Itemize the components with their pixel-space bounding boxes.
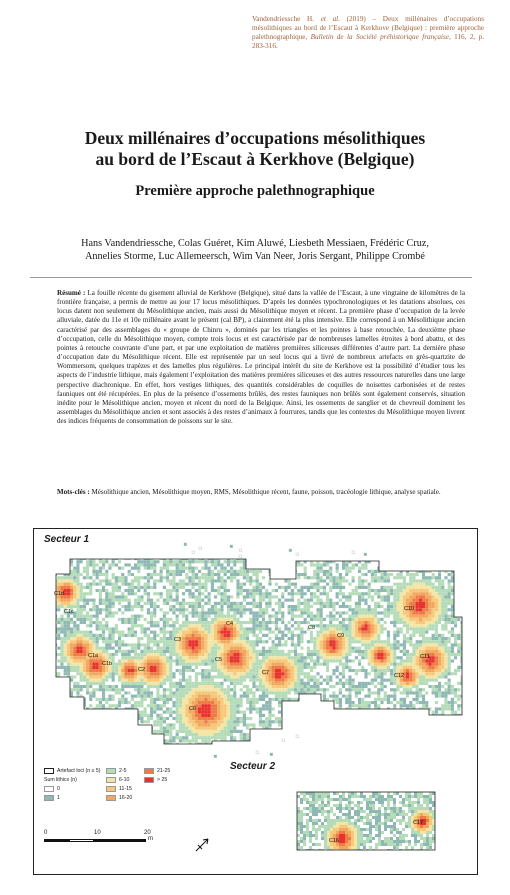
legend-class-16-20: 16-20 (106, 795, 132, 801)
legend-class-1: 1 (44, 795, 60, 801)
legend-class-gt-25: > 25 (144, 777, 167, 783)
abstract (57, 289, 465, 426)
divider (30, 277, 472, 278)
sector-2-label: Secteur 2 (230, 761, 276, 772)
scale-unit: m (148, 836, 153, 842)
map-legend (44, 762, 214, 832)
keywords-text: Mésolithique ancien, Mésolithique moyen, RMS, Mésolithique récent, faune, poisson, tracéologie lithique, analyse spatiale. (89, 488, 441, 496)
legend-class-6-10: 6-10 (106, 777, 129, 783)
authors-line-2: Annelies Storme, Luc Allemeersch, Wim Van Neer, Joris Sergant, Philippe Crombé (85, 251, 425, 262)
legend-class-2-5: 2-5 (106, 768, 127, 774)
subtitle: Première approche palethnographique (135, 183, 375, 199)
scale-tick-10: 10 (94, 830, 101, 836)
legend-artefact-loci: Artefact loci (n ≥ 5) (44, 768, 101, 774)
legend-class-11-15: 11-15 (106, 786, 132, 792)
scale-tick-0: 0 (44, 830, 48, 836)
scale-tick-20: 20 (144, 830, 151, 836)
sector-1-label: Secteur 1 (44, 534, 90, 545)
citation: Vandendriessche H. et al. (2019) – Deux millénaires d’occupations mésolithiques au bord de l’Escaut à Kerkhove (Belgique) : première approche palethnographique, Bulletin de la Société préhistorique française, 116, 2, p. 283-316. (252, 15, 485, 50)
sector-2-map (289, 782, 449, 862)
legend-class-0: 0 (44, 786, 60, 792)
north-arrow-icon (194, 837, 210, 853)
keywords-label: Mots-clés : (57, 488, 90, 496)
title-line-1: Deux millénaires d’occupations mésolithiques (84, 128, 426, 148)
scale-bar (44, 830, 164, 860)
abstract-label: Résumé : (57, 289, 86, 297)
excavation-map-figure (33, 528, 478, 875)
legend-class-21-25: 21-25 (144, 768, 170, 774)
title-line-2: au bord de l’Escaut à Kerkhove (Belgique) (95, 149, 415, 169)
authors-line-1: Hans Vandendriessche, Colas Guéret, Kim Aluwé, Liesbeth Messiaen, Frédéric Cruz, (81, 238, 429, 249)
abstract-text: La fouille récente du gisement alluvial de Kerkhove (Belgique), situé dans la vallée de l’Escaut, à une vingtaine de kilomètres de la frontière française, a permis de mettre au jour 17 locus mésolithiques. D’après les données typochronologiques et les datations absolues, ces locus datent non seulement du Mésolithique ancien, mais aussi du Mésolithique moyen et récent. La première phase d’occupation de la levée alluviale, datée du 11e et 10e millénaire avant le présent (cal BP), a clairement été la plus intensive. Elle correspond à un Mésolithique ancien caractérisé par des assemblages du « groupe de Chinru », dominés par les triangles et les pointes à base retouchée. La deuxième phase d’occupation, celle du Mésolithique moyen, compte trois locus et est caractérisée par de nombreuses lamelles étroites à bord abattu, et des pointes à retouche couvrante d’une part, et par une exploitation de matières premières siliceuses différentes d’autre part. La dernière phase d’occupation date du Mésolithique récent. Elle est représentée par un seul locus qui a livré de nombreux artefacts en grès-quartzite de Wommersom, quelques trapèzes et des lamelles plus régulières. Le principal intérêt du site de Kerkhove est la possibilité d’étudier tous les aspects de l’industrie lithique, mais également l’exploitation des matières premières siliceuses et des autres ressources naturelles dans une large perspective diachronique. En effet, hors vestiges lithiques, des quantités considérables de coquilles de noisettes carbonisées et de restes fauniques ont été récupérées. En plus de la présence d’ossements brûlés, des restes fauniques non brûlés sont également conservés, situation inédite pour le Mésolithique ancien, moyen et récent du nord de la Belgique. Ainsi, les ossements de sanglier et de chevreuil dominent les assemblages du Mésolithique ancien et sont associés à des restes d’animaux à fourrures, tandis que les contextes du Mésolithique moyen livrent des indices fréquents de consommation de poissons sur le site. (57, 289, 465, 426)
authors (22, 237, 488, 263)
legend-sum-lithics: Sum lithics (n) (44, 777, 77, 783)
sector-1-map (34, 529, 479, 761)
keywords (57, 488, 465, 497)
